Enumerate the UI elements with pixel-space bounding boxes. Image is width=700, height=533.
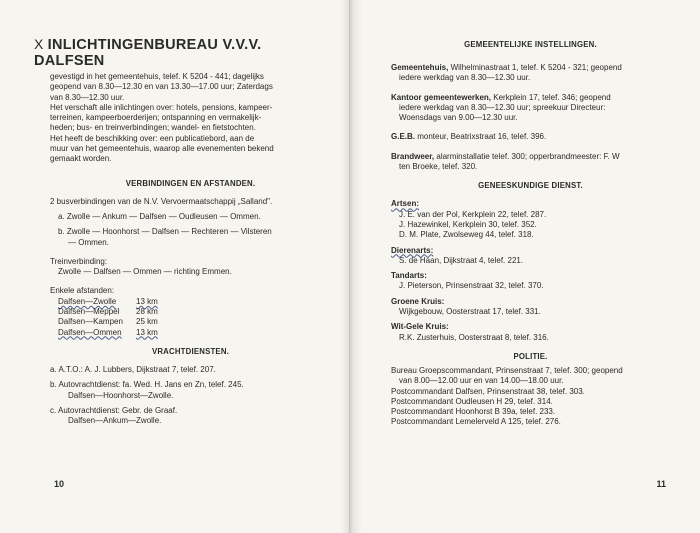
dierenarts-label: Dierenarts: (391, 245, 434, 255)
distance-route: Dalfsen—Ommen (58, 327, 122, 337)
section-heading-genees: GENEESKUNDIGE DIENST. (478, 181, 583, 191)
title-text: INLICHTINGENBUREAU V.V.V. DALFSEN (34, 37, 262, 69)
page-title (34, 36, 331, 69)
intro-line: van 8.30—12.30 uur. (50, 92, 125, 102)
postcommandant-entry: Postcommandant Oudleusen H 29, telef. 314. (391, 396, 553, 406)
entry-text: monteur, Beatrixstraat 16, telef. 396. (415, 132, 547, 142)
bus-intro: 2 busverbindingen van de N.V. Vervoermaatschappij „Salland". (50, 196, 273, 206)
entry-text: iedere werkdag van 8.30—12.30 uur. (399, 73, 531, 83)
politie-bureau: Bureau Groepscommandant, Prinsenstraat 7, telef. 300; geopend (391, 365, 623, 375)
distance-route: Dalfsen—Meppel (58, 307, 120, 317)
book-fold-shadow (340, 0, 362, 533)
vracht-b: b. Autovrachtdienst: fa. Wed. H. Jans en Zn, telef. 245. (50, 380, 244, 390)
vracht-a: a. A.T.O.: A. J. Lubbers, Dijkstraat 7, telef. 207. (50, 364, 216, 374)
vracht-b-route: Dalfsen—Hoonhorst—Zwolle. (68, 390, 174, 400)
train-route: Zwolle — Dalfsen — Ommen — richting Emmen. (58, 267, 232, 277)
distance-km: 25 km (136, 317, 158, 327)
distance-row (50, 297, 168, 307)
page-number: 11 (656, 479, 666, 489)
tandarts-label: Tandarts: (391, 271, 427, 281)
wit-gele-kruis-label: Wit-Gele Kruis: (391, 322, 449, 332)
distances-label: Enkele afstanden: (50, 286, 115, 296)
kantoor-entry (391, 93, 670, 103)
politie-hours: van 8.00—12.00 uur en van 14.00—18.00 uur. (399, 376, 564, 386)
wit-gele-kruis-entry: R.K. Zusterhuis, Oosterstraat 8, telef. 316. (399, 332, 549, 342)
intro-line: terreinen, kampeerboerderijen; ontspanning en vermakelijk- (50, 113, 262, 123)
intro-line: geopend van 8.30—12.30 en van 13.30—17.00 uur; Zaterdags (50, 82, 273, 92)
cross-mark: X (34, 36, 44, 52)
section-heading-politie: POLITIE. (513, 351, 548, 361)
dierenarts-entry: S. de Haan, Dijkstraat 4, telef. 221. (399, 255, 524, 265)
entry-label: Gemeentehuis, (391, 63, 449, 72)
vracht-c: c. Autovrachtdienst: Gebr. de Graaf. (50, 405, 178, 415)
bus-route-b: b. Zwolle — Hoonhorst — Dalfsen — Rechteren — Vilsteren (58, 227, 272, 237)
groene-kruis-label: Groene Kruis: (391, 296, 445, 306)
entry-text: alarminstallatie telef. 300; opperbrandmeester: F. W (434, 151, 620, 161)
entry-label: G.E.B. (391, 132, 416, 142)
right-page (351, 0, 700, 533)
postcommandant-entry: Postcommandant Lemelerveld A 125, telef. 276. (391, 417, 561, 427)
distance-route: Dalfsen—Zwolle (58, 296, 117, 306)
arts-entry: D. M. Plate, Zwolseweg 44, telef. 318. (399, 230, 534, 240)
geb-entry (391, 132, 670, 142)
section-heading-vracht: VRACHTDIENSTEN. (151, 346, 230, 356)
distance-row (50, 307, 168, 317)
train-label: Treinverbinding: (50, 256, 108, 266)
artsen-label: Artsen: (391, 199, 420, 209)
postcommandant-entry: Postcommandant Hoonhorst B 39a, telef. 233. (391, 407, 556, 417)
postcommandant-entry: Postcommandant Dalfsen, Prinsenstraat 38, telef. 303. (391, 386, 585, 396)
entry-text: Woensdags van 9.00—12.30 uur. (399, 113, 518, 123)
tandarts-entry: J. Pieterson, Prinsenstraat 32, telef. 370. (399, 281, 544, 291)
intro-line: Het verschaft alle inlichtingen over: hotels, pensions, kampeer- (50, 102, 273, 112)
entry-label: Brandweer, (391, 151, 435, 161)
vracht-c-route: Dalfsen—Ankum—Zwolle. (68, 416, 162, 426)
intro-line: Het heeft de beschikking over: een publicatiebord, aan de (50, 133, 255, 143)
arts-entry: J. E. van der Pol, Kerkplein 22, telef. 287. (399, 209, 547, 219)
entry-text: iedere werkdag van 8.30—12.30 uur; spreekuur Directeur: (399, 102, 606, 112)
bus-route-b-cont: — Ommen. (68, 237, 109, 247)
entry-label: Kantoor gemeentewerken, (391, 92, 492, 102)
entry-text: Kerkplein 17, telef. 346; geopend (491, 92, 611, 102)
bus-route-a: a. Zwolle — Ankum — Dalfsen — Oudleusen — Ommen. (58, 211, 261, 221)
groene-kruis-entry: Wijkgebouw, Oosterstraat 17, telef. 331. (399, 307, 541, 317)
distance-row (50, 317, 168, 327)
intro-line: heden; bus- en treinverbindingen; wandel- en fietstochten. (50, 123, 256, 133)
intro-line: gevestigd in het gemeentehuis, telef. K 5204 - 441; dagelijks (50, 72, 264, 81)
intro-line: muur van het gemeentehuis, waarop alle evenementen bekend (50, 144, 274, 154)
distance-row (50, 328, 168, 338)
entry-text: ten Broeke, telef. 320. (399, 162, 478, 172)
page-number: 10 (54, 479, 65, 489)
distance-km: 13 km (136, 327, 158, 337)
intro-line: gemaakt worden. (50, 154, 112, 164)
section-heading-gemeente: GEMEENTELIJKE INSTELLINGEN. (464, 40, 597, 49)
distance-route: Dalfsen—Kampen (58, 317, 123, 327)
distance-km: 28 km (136, 307, 158, 317)
entry-text: Wilhelminastraat 1, telef. K 5204 - 321; geopend (448, 63, 622, 72)
section-heading-verbindingen: VERBINDINGEN EN AFSTANDEN. (125, 178, 256, 188)
brandweer-entry (391, 152, 670, 162)
arts-entry: J. Hazewinkel, Kerkplein 30, telef. 352. (399, 219, 537, 229)
distance-km: 13 km (136, 296, 158, 306)
gemeentehuis-entry (391, 63, 670, 73)
